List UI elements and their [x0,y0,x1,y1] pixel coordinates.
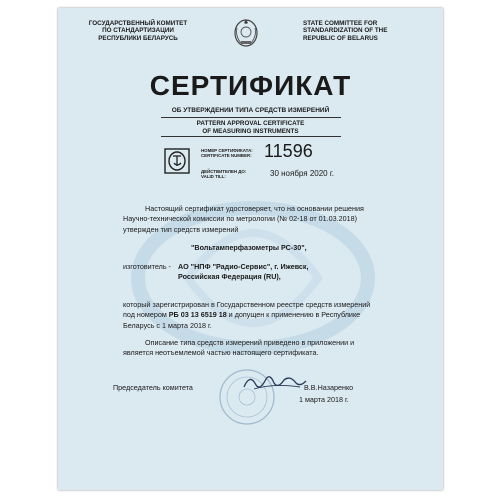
description-paragraph [123,338,354,359]
chairman-name: В.В.Назаренко [304,383,354,392]
instrument-name: "Вольтамперфазометры РС-30", [191,243,307,252]
subtitle-ru: ОБ УТВЕРЖДЕНИИ ТИПА СРЕДСТВ ИЗМЕРЕНИЙ [171,107,330,114]
standard-mark-icon [164,148,190,174]
divider [161,117,341,118]
header-right-line: REPUBLIC OF BELARUS [303,34,378,42]
registry-line: Беларусь с 1 марта 2018 г. [123,320,212,330]
header-right-line: STATE COMMITTEE FOR [303,20,378,27]
manufacturer-line: Российская Федерация (RU), [178,272,281,282]
label-line: VALID TILL: [201,174,226,179]
header-left [78,20,198,42]
header-left-line: ПО СТАНДАРТИЗАЦИИ [102,27,174,35]
header-right-line: STANDARDIZATION OF THE [303,27,388,35]
registry-suffix: и допущен к применению в Республике [226,310,361,320]
certificate-title: СЕРТИФИКАТ [149,70,352,101]
manufacturer-line: АО "НПФ "Радио-Сервис", г. Ижевск, [178,262,309,271]
certificate-number-label [201,148,253,158]
description-line: Описание типа средств измерений приведено в приложении и [145,338,355,347]
certificate-sheet [58,8,443,490]
chairman-role: Председатель комитета [113,383,193,392]
header-right [303,20,428,42]
intro-paragraph [123,204,364,235]
manufacturer [178,262,309,283]
state-emblem-icon [232,16,260,48]
intro-line: Научно-технической комиссии по метрологии (№ 02-18 от 01.03.2018) [123,214,358,224]
registry-prefix: под номером [123,310,169,320]
intro-line: утвержден тип средств измерений [123,224,239,234]
header-left-line: РЕСПУБЛИКИ БЕЛАРУСЬ [98,34,178,42]
registry-number: РБ 03 13 6519 18 [168,310,227,320]
divider [161,136,341,137]
valid-till-label [201,169,246,179]
intro-line: Настоящий сертификат удостоверяет, что на основании решения [145,204,364,213]
registry-line [123,310,370,320]
signature-date: 1 марта 2018 г. [299,395,349,404]
subtitle-en-line: PATTERN APPROVAL CERTIFICATE [196,120,305,127]
header-left-line: ГОСУДАРСТВЕННЫЙ КОМИТЕТ [88,20,188,27]
subtitle-en [58,120,443,135]
registry-line: который зарегистрирован в Государственном реестре средств измерений [123,300,371,309]
registry-paragraph [123,300,370,331]
subtitle-en-line: OF MEASURING INSTRUMENTS [202,127,299,135]
manufacturer-prefix: изготовитель - [123,262,171,271]
label-line: НОМЕР СЕРТИФИКАТА: [201,148,253,153]
label-line: CERTIFICATE NUMBER: [201,153,252,158]
certificate-number: 11596 [264,141,313,161]
description-line: является неотъемлемой частью настоящего сертификата. [123,348,319,358]
valid-till-date: 30 ноября 2020 г. [270,169,334,178]
signature-icon [240,371,310,393]
label-line: ДЕЙСТВИТЕЛЕН ДО: [201,169,247,174]
